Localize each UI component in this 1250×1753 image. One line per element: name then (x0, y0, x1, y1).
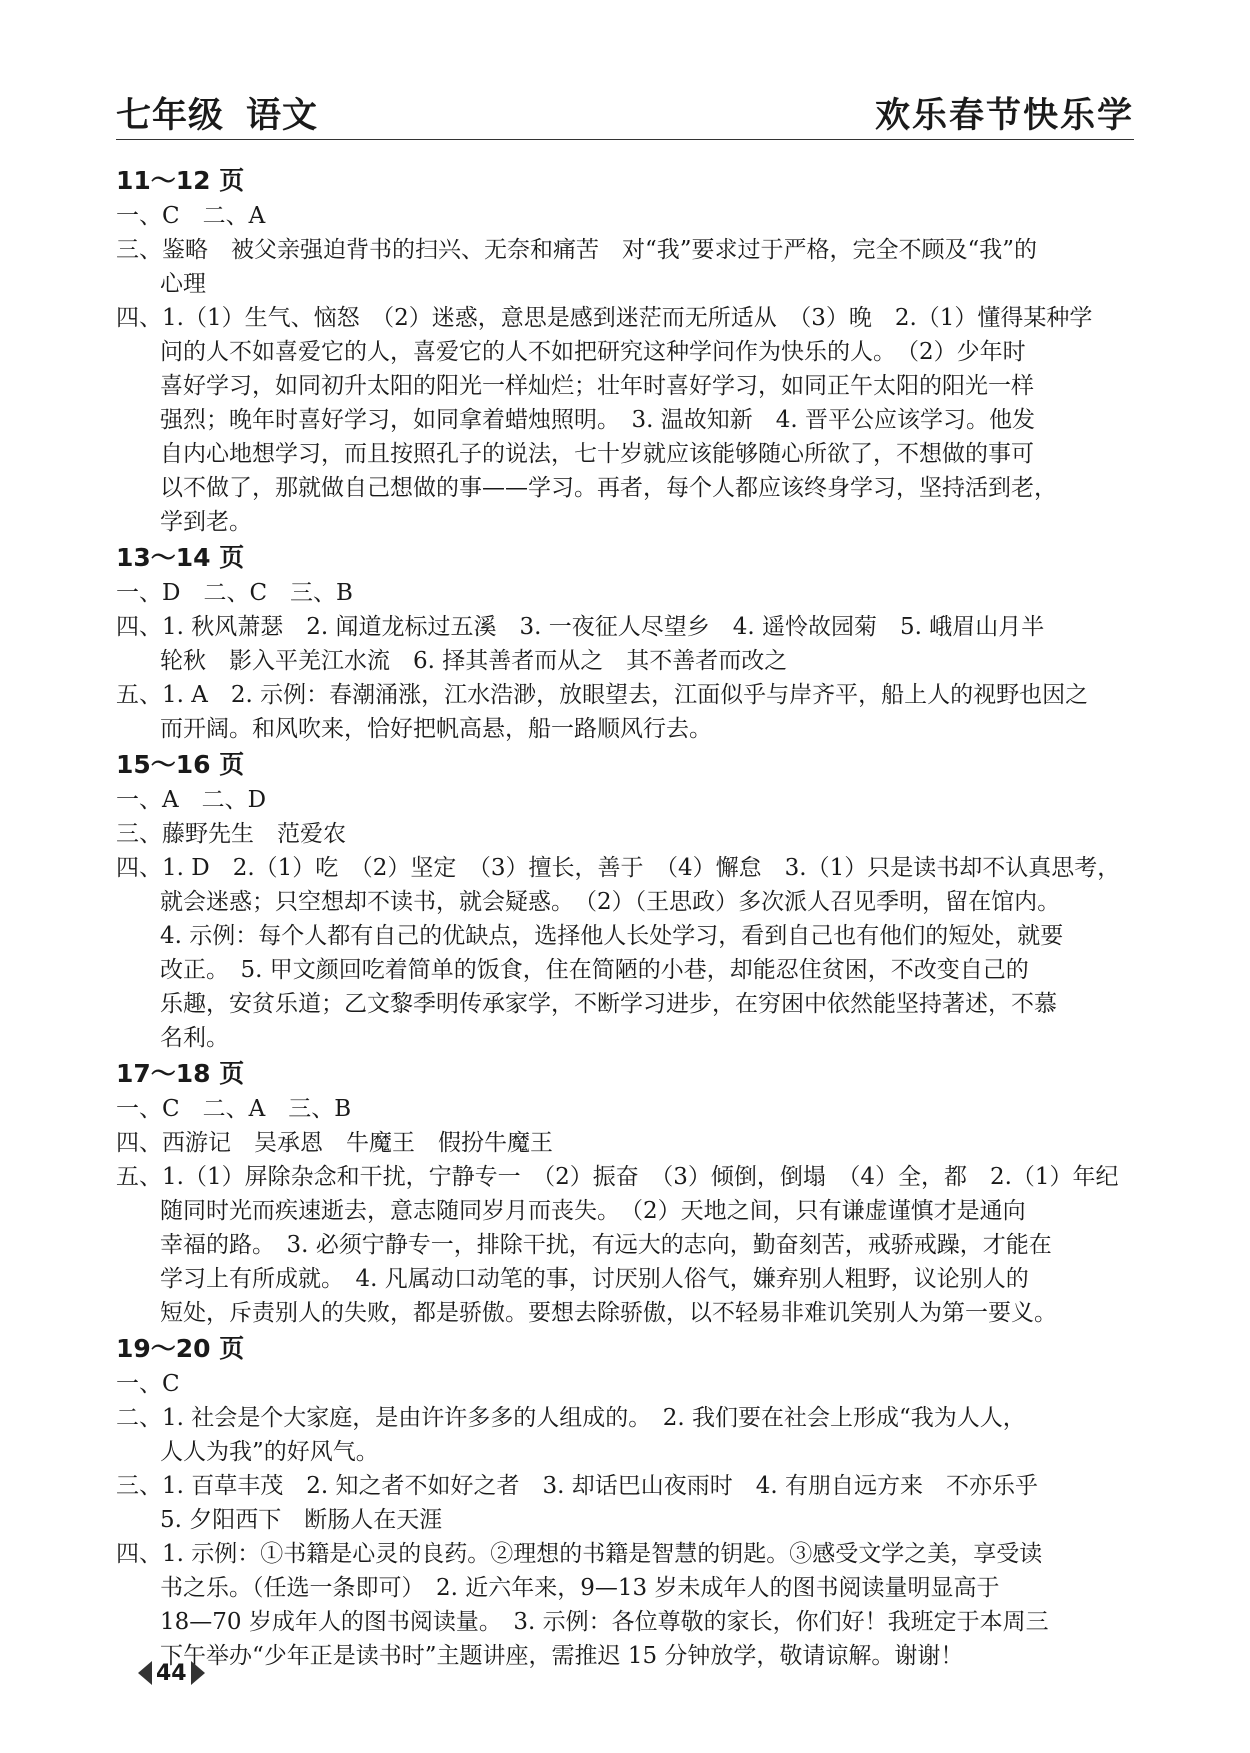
answer-line: 下午举办“少年正是读书时”主题讲座，需推迟 15 分钟放学，敬请谅解。谢谢！ (160, 1643, 964, 1669)
answer-line: 改正。 5. 甲文颜回吃着简单的饭食，住在简陋的小巷，却能忍住贫困，不改变自己的 (160, 957, 1029, 983)
answer-line: 四、1. 秋风萧瑟 2. 闻道龙标过五溪 3. 一夜征人尽望乡 4. 遥怜故园菊 5. 峨眉山月半 (116, 614, 1045, 640)
answer-line: 喜好学习，如同初升太阳的阳光一样灿烂；壮年时喜好学习，如同正午太阳的阳光一样 (160, 373, 1034, 399)
answer-line: 名利。 (160, 1025, 229, 1051)
answer-line: 乐趣，安贫乐道；乙文黎季明传承家学，不断学习进步，在穷困中依然能坚持著述，不慕 (160, 991, 1057, 1017)
page-number: 44 (156, 1660, 187, 1686)
answer-content (116, 162, 1134, 1673)
answer-line: 5. 夕阳西下 断肠人在天涯 (160, 1507, 443, 1533)
answer-line: 三、藤野先生 范爱农 (116, 821, 346, 847)
section-title: 19～20 页 (116, 1334, 245, 1363)
answer-line: 一、A 二、D (116, 787, 267, 813)
section-title: 15～16 页 (116, 750, 245, 779)
answer-line: 短处，斥责别人的失败，都是骄傲。要想去除骄傲，以不轻易非难讥笑别人为第一要义。 (160, 1300, 1057, 1326)
answer-line: 一、C 二、A (116, 203, 266, 229)
answer-line: 一、D 二、C 三、B (116, 580, 353, 606)
answer-line: 四、1. D 2.（1）吃 （2）坚定 （3）擅长，善于 （4）懈怠 3.（1）只是读书却不认真思考， (116, 855, 1121, 881)
answer-line: 心理 (160, 271, 206, 297)
triangle-right-icon (191, 1661, 205, 1685)
answer-line: 18—70 岁成年人的图书阅读量。 3. 示例：各位尊敬的家长，你们好！我班定于本周三 (160, 1609, 1049, 1635)
answer-line: 问的人不如喜爱它的人，喜爱它的人不如把研究这种学问作为快乐的人。 （2）少年时 (160, 339, 1026, 365)
answer-line: 以不做了，那就做自己想做的事——学习。再者，每个人都应该终身学习，坚持活到老， (160, 475, 1057, 501)
book-title: 欢乐春节快乐学 (874, 95, 1134, 136)
answer-line: 而开阔。和风吹来，恰好把帆高悬，船一路顺风行去。 (160, 716, 712, 742)
answer-line: 三、1. 百草丰茂 2. 知之者不如好之者 3. 却话巴山夜雨时 4. 有朋自远方来 不亦乐乎 (116, 1473, 1039, 1499)
answer-line: 学习上有所成就。 4. 凡属动口动笔的事，讨厌别人俗气，嫌弃别人粗野，议论别人的 (160, 1266, 1029, 1292)
answer-line: 随同时光而疾速逝去，意志随同岁月而丧失。 （2）天地之间，只有谦虚谨慎才是通向 (160, 1198, 1026, 1224)
subject-label: 语文 (246, 95, 319, 136)
answer-line: 四、1.（1）生气、恼怒 （2）迷惑，意思是感到迷茫而无所适从 （3）晚 2.（1）懂得某种学 (116, 305, 1093, 331)
section-title: 13～14 页 (116, 543, 245, 572)
header-left (116, 88, 318, 138)
answer-line: 人人为我”的好风气。 (160, 1439, 379, 1465)
answer-line: 三、鉴略 被父亲强迫背书的扫兴、无奈和痛苦 对“我”要求过于严格，完全不顾及“我”的 (116, 237, 1038, 263)
answer-line: 轮秋 影入平羌江水流 6. 择其善者而从之 其不善者而改之 (160, 648, 788, 674)
section-title: 17～18 页 (116, 1059, 245, 1088)
page-footer (138, 1656, 205, 1690)
answer-line: 强烈；晚年时喜好学习，如同拿着蜡烛照明。 3. 温故知新 4. 晋平公应该学习。他发 (160, 407, 1036, 433)
answer-line: 幸福的路。 3. 必须宁静专一，排除干扰，有远大的志向，勤奋刻苦，戒骄戒躁，才能在 (160, 1232, 1052, 1258)
triangle-left-icon (138, 1661, 152, 1685)
grade-label: 七年级 (116, 95, 225, 136)
answer-line: 自内心地想学习，而且按照孔子的说法，七十岁就应该能够随心所欲了，不想做的事可 (160, 441, 1034, 467)
answer-line: 二、1. 社会是个大家庭，是由许许多多的人组成的。 2. 我们要在社会上形成“我为人人， (116, 1405, 1026, 1431)
answer-line: 五、1. A 2. 示例：春潮涌涨，江水浩渺，放眼望去，江面似乎与岸齐平，船上人的视野也因之 (116, 682, 1089, 708)
section-title: 11～12 页 (116, 166, 245, 195)
answer-line: 五、1.（1）屏除杂念和干扰，宁静专一 （2）振奋 （3）倾倒，倒塌 （4）全，都 2.（1）年纪 (116, 1164, 1119, 1190)
answer-line: 4. 示例：每个人都有自己的优缺点，选择他人长处学习，看到自己也有他们的短处，就要 (160, 923, 1064, 949)
answer-line: 四、西游记 吴承恩 牛魔王 假扮牛魔王 (116, 1130, 553, 1156)
answer-line: 书之乐。（任选一条即可） 2. 近六年来，9—13 岁未成年人的图书阅读量明显高于 (160, 1575, 1000, 1601)
answer-line: 一、C (116, 1371, 180, 1397)
answer-line: 四、1. 示例：①书籍是心灵的良药。②理想的书籍是智慧的钥匙。③感受文学之美，享受读 (116, 1541, 1043, 1567)
page-header (116, 88, 1134, 140)
answer-line: 一、C 二、A 三、B (116, 1096, 352, 1122)
answer-line: 就会迷惑；只空想却不读书，就会疑惑。 （2）（王思政）多次派人召见季明，留在馆内。 (160, 889, 1061, 915)
header-divider (116, 139, 1134, 140)
answer-line: 学到老。 (160, 509, 252, 535)
